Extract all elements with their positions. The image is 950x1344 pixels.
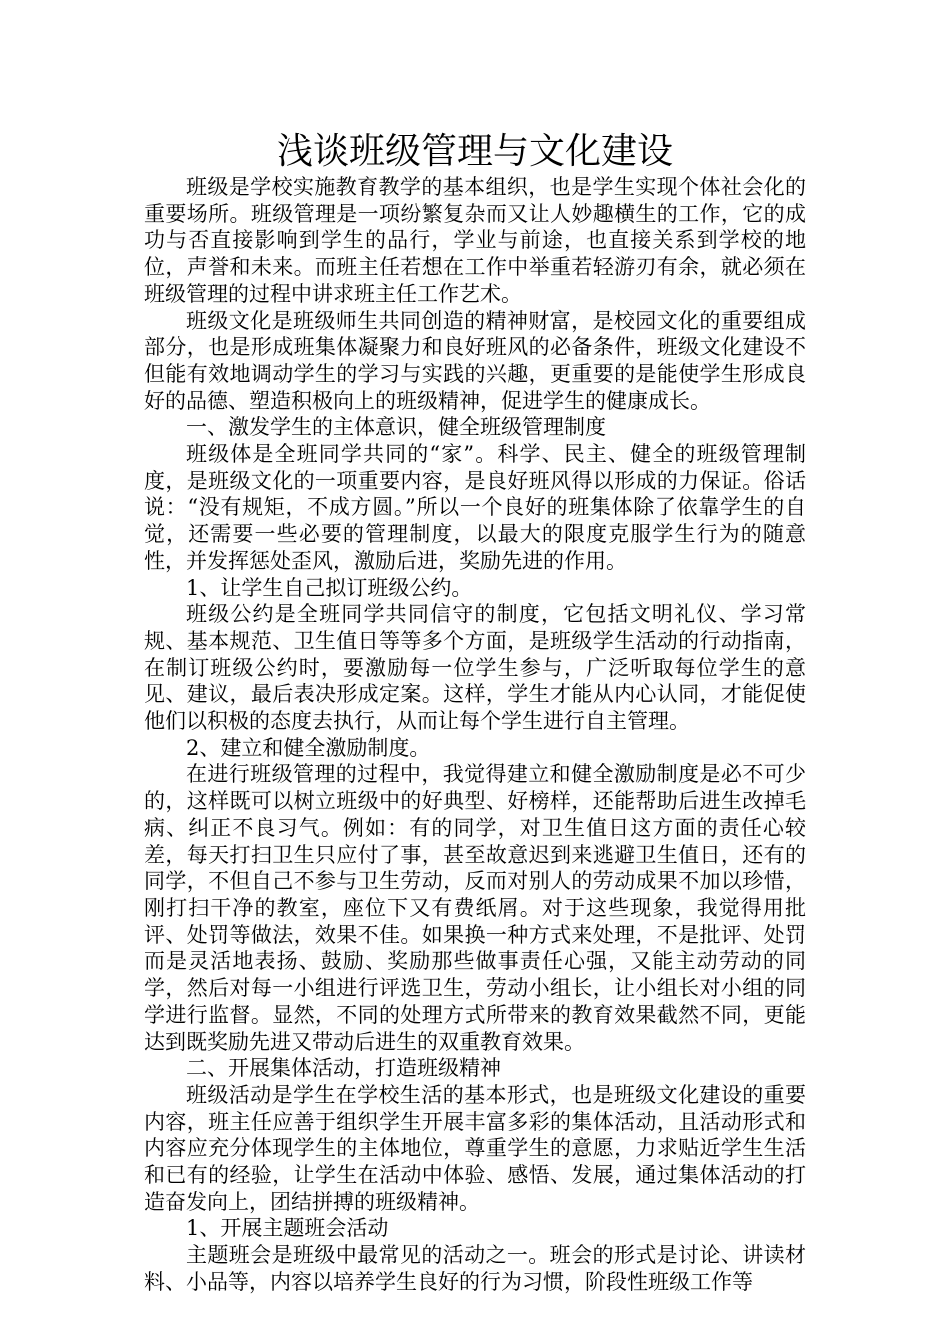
body-paragraph: 在进行班级管理的过程中，我觉得建立和健全激励制度是必不可少的，这样既可以树立班级中的好典型、好榜样，还能帮助后进生改掉毛病、纠正不良习气。例如：有的同学，对卫生值日这方面的责任心较差，每天打扫卫生只应付了事，甚至故意迟到来逃避卫生值日，还有的同学，不但自己不参与卫生劳动，反而对别人的劳动成果不加以珍惜，刚打扫干净的教室，座位下又有费纸屑。对于这些现象，我觉得用批评、处罚等做法，效果不佳。如果换一种方式来处理，不是批评、处罚而是灵活地表扬、鼓励、奖励那些做事责任心强，又能主动劳动的同学，然后对每一小组进行评选卫生，劳动小组长，让小组长对小组的同学进行监督。显然，不同的处理方式所带来的教育效果截然不同，更能达到既奖励先进又带动后进生的双重教育效果。	[144, 762, 806, 1054]
body-paragraph: 班级公约是全班同学共同信守的制度，它包括文明礼仪、学习常规、基本规范、卫生值日等等多个方面，是班级学生活动的行动指南，在制订班级公约时，要激励每一位学生参与，广泛听取每位学生的意见、建议，最后表决形成定案。这样，学生才能从内心认同，才能促使他们以积极的态度去执行，从而让每个学生进行自主管理。	[144, 602, 806, 734]
body-paragraph: 班级是学校实施教育教学的基本组织，也是学生实现个体社会化的重要场所。班级管理是一项纷繁复杂而又让人妙趣横生的工作，它的成功与否直接影响到学生的品行，学业与前途，也直接关系到学校的地位，声誉和未来。而班主任若想在工作中举重若轻游刃有余，就必须在班级管理的过程中讲求班主任工作艺术。	[144, 175, 806, 306]
section-heading: 1、让学生自己拟订班级公约。	[186, 575, 473, 600]
section-heading: 二、开展集体活动，打造班级精神	[186, 1056, 501, 1081]
section-heading: 一、激发学生的主体意识，健全班级管理制度	[186, 415, 606, 440]
body-paragraph: 班级活动是学生在学校生活的基本形式，也是班级文化建设的重要内容，班主任应善于组织学生开展丰富多彩的集体活动，且活动形式和内容应充分体现学生的主体地位，尊重学生的意愿，力求贴近学生生活和已有的经验，让学生在活动中体验、感悟、发展，通过集体活动的打造奋发向上，团结拼搏的班级精神。	[144, 1082, 806, 1214]
document-title: 浅谈班级管理与文化建设	[276, 131, 673, 172]
section-heading: 1、开展主题班会活动	[186, 1216, 389, 1241]
document-body	[144, 174, 806, 1296]
section-heading: 2、建立和健全激励制度。	[186, 735, 431, 760]
document-content	[144, 130, 806, 1296]
body-paragraph: 班级体是全班同学共同的“家”。科学、民主、健全的班级管理制度，是班级文化的一项重要内容，是良好班风得以形成的力保证。俗话说：“没有规矩，不成方圆。”所以一个良好的班集体除了依靠学生的自觉，还需要一些必要的管理制度，以最大的限度克服学生行为的随意性，并发挥惩处歪风，激励后进，奖励先进的作用。	[144, 442, 806, 573]
body-paragraph: 主题班会是班级中最常见的活动之一。班会的形式是讨论、讲读材料、小品等，内容以培养学生良好的行为习惯，阶段性班级工作等	[144, 1243, 806, 1294]
body-paragraph: 班级文化是班级师生共同创造的精神财富，是校园文化的重要组成部分，也是形成班集体凝聚力和良好班风的必备条件，班级文化建设不但能有效地调动学生的学习与实践的兴趣，更重要的是能使学生形成良好的品德、塑造积极向上的班级精神，促进学生的健康成长。	[144, 308, 806, 413]
